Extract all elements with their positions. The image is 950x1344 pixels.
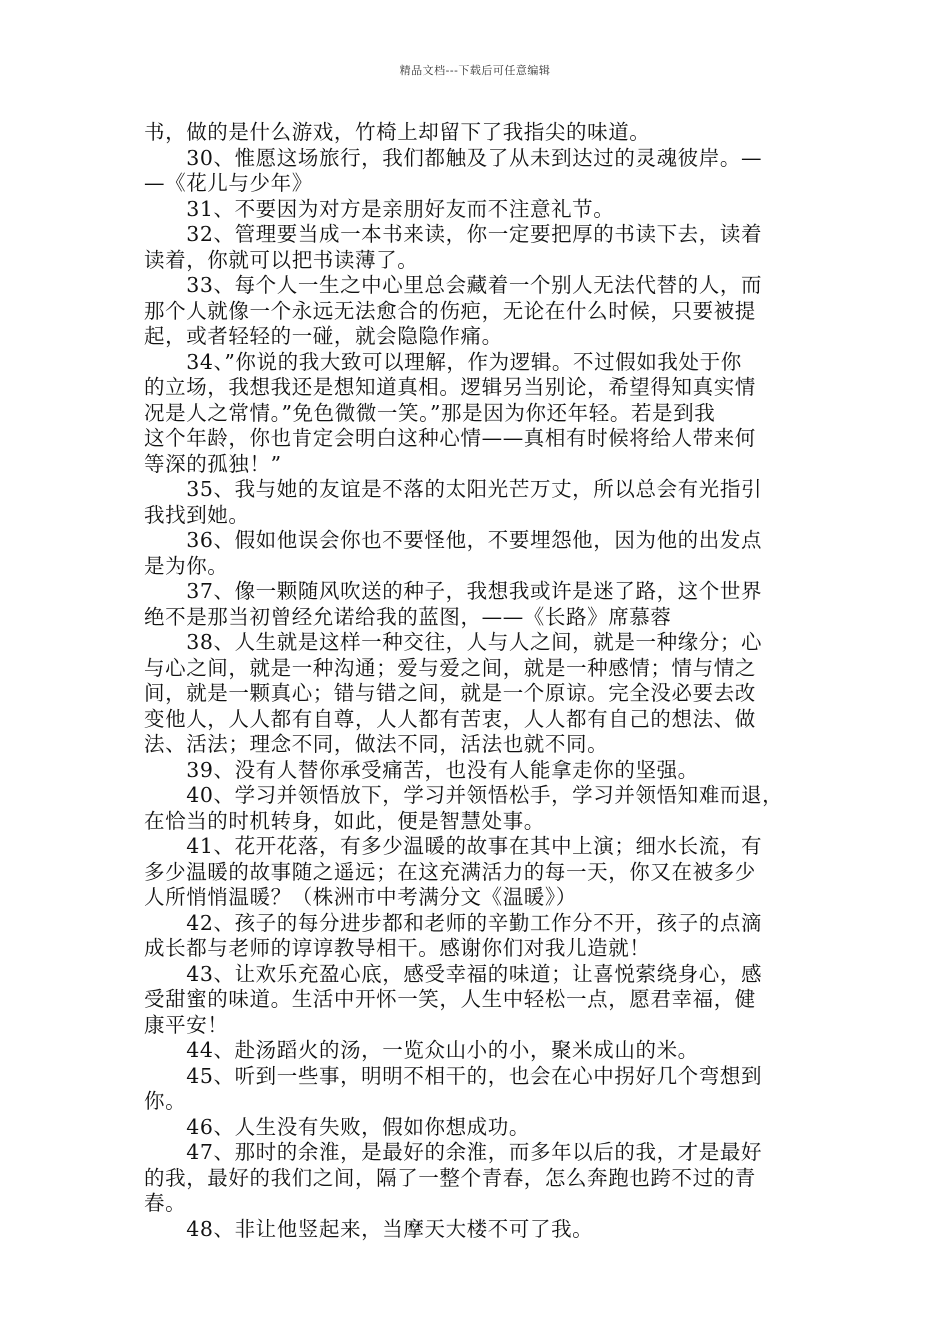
text-line: 33、每个人一生之中心里总会藏着一个别人无法代替的人，而: [144, 273, 763, 297]
text-line: 等深的孤独！”: [144, 451, 282, 476]
text-line: 45、听到一些事，明明不相干的，也会在心中拐好几个弯想到: [144, 1063, 763, 1088]
text-line: 读着，你就可以把书读薄了。: [144, 247, 419, 272]
text-line: 40、学习并领悟放下，学习并领悟松手，学习并领悟知难而退，: [144, 783, 784, 807]
text-line: 36、假如他误会你也不要怪他，不要埋怨他，因为他的出发点: [144, 528, 763, 552]
text-line: 31、不要因为对方是亲朋好友而不注意礼节。: [144, 196, 615, 221]
text-line: 44、赴汤蹈火的汤，一览众山小的小，聚米成山的米。: [144, 1038, 699, 1062]
text-line: 你。: [144, 1089, 187, 1113]
text-line: 41、花开花落，有多少温暖的故事在其中上演；细水长流，有: [144, 834, 763, 858]
text-line: 46、人生没有失败，假如你想成功。: [144, 1114, 530, 1139]
text-line: 48、非让他竖起来，当摩天大楼不可了我。: [144, 1216, 594, 1241]
text-line: 法、活法；理念不同，做法不同，活法也就不同。: [144, 732, 609, 756]
text-line: 间，就是一颗真心；错与错之间，就是一个原谅。完全没必要去改: [144, 681, 756, 705]
text-line: 43、让欢乐充盈心底，感受幸福的味道；让喜悦萦绕身心，感: [144, 961, 763, 986]
document-body: [144, 120, 809, 1242]
text-line: 38、人生就是这样一种交往，人与人之间，就是一种缘分；心: [144, 630, 763, 654]
text-line: 康平安！: [144, 1012, 229, 1037]
text-line: 与心之间，就是一种沟通；爱与爱之间，就是一种感情；情与情之: [144, 655, 756, 680]
text-line: 在恰当的时机转身，如此，便是智慧处事。: [144, 808, 545, 833]
text-line: 是为你。: [144, 553, 229, 578]
text-line: 变他人，人人都有自尊，人人都有苦衷，人人都有自己的想法、做: [144, 706, 756, 731]
text-line: 人所悄悄温暖？（株洲市中考满分文《温暖》）: [144, 885, 577, 909]
text-line: 37、像一颗随风吹送的种子，我想我或许是迷了路，这个世界: [144, 579, 763, 603]
text-line: 书，做的是什么游戏，竹椅上却留下了我指尖的味道。: [144, 120, 651, 144]
text-line: 34、”你说的我大致可以理解，作为逻辑。不过假如我处于你: [144, 349, 742, 374]
text-line: 39、没有人替你承受痛苦，也没有人能拿走你的坚强。: [144, 757, 699, 782]
text-line: 成长都与老师的谆谆教导相干。感谢你们对我儿造就！: [144, 936, 651, 960]
text-line: 绝不是那当初曾经允诺给我的蓝图，——《长路》席慕蓉: [144, 604, 672, 629]
text-line: 那个人就像一个永远无法愈合的伤疤，无论在什么时候，只要被提: [144, 298, 756, 323]
text-line: 春。: [144, 1191, 187, 1215]
text-line: 32、管理要当成一本书来读，你一定要把厚的书读下去，读着: [144, 222, 763, 246]
text-line: 47、那时的余淮，是最好的余淮，而多年以后的我，才是最好: [144, 1140, 763, 1164]
text-line: 42、孩子的每分进步都和老师的辛勤工作分不开，孩子的点滴: [144, 910, 763, 935]
text-line: 多少温暖的故事随之遥远；在这充满活力的每一天，你又在被多少: [144, 859, 756, 884]
text-line: 的我，最好的我们之间，隔了一整个青春，怎么奔跑也跨不过的青: [144, 1165, 756, 1190]
text-line: 30、惟愿这场旅行，我们都触及了从未到达过的灵魂彼岸。—: [144, 145, 763, 170]
text-line: 受甜蜜的味道。生活中开怀一笑，人生中轻松一点，愿君幸福，健: [144, 987, 756, 1011]
text-line: 起，或者轻轻的一碰，就会隐隐作痛。: [144, 324, 503, 348]
page-header: 精品文档---下载后可任意编辑: [399, 64, 551, 77]
text-line: 况是人之常情。”免色微微一笑。”那是因为你还年轻。若是到我: [144, 400, 716, 425]
text-line: 的立场，我想我还是想知道真相。逻辑另当别论，希望得知真实情: [144, 375, 756, 399]
text-line: 35、我与她的友谊是不落的太阳光芒万丈，所以总会有光指引: [144, 477, 763, 501]
text-line: 这个年龄，你也肯定会明白这种心情——真相有时候将给人带来何: [144, 426, 756, 450]
text-line: 我找到她。: [144, 502, 250, 527]
text-line: —《花儿与少年》: [144, 171, 313, 195]
